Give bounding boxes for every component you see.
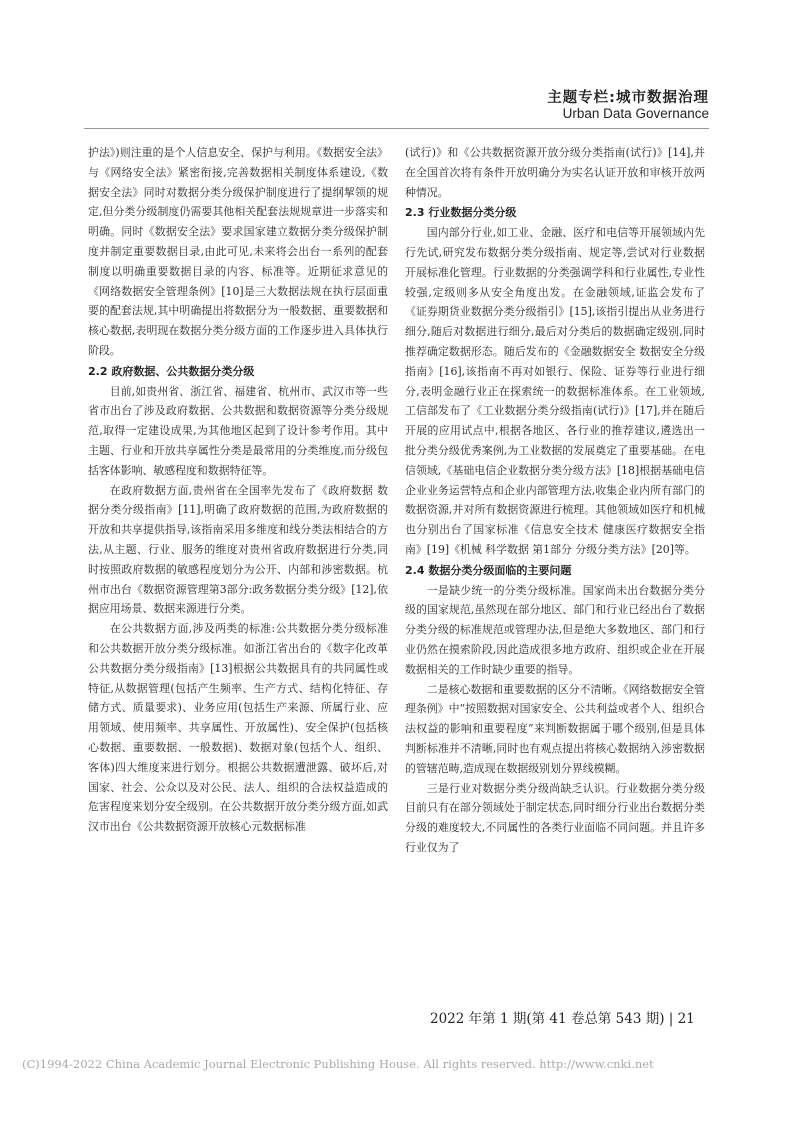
- paragraph: 国内部分行业,如工业、金融、医疗和电信等开展领域内先行先试,研究发布数据分类分级指南、规定等,尝试对行业数据开展标准化管理。行业数据的分类强调学科和行业属性,专业性较强,定级则多从安全角度出发。在金融领域,证监会发布了《证券期货业数据分类分级指引》[15],该指引提出从业务进行细分,随后对数据进行细分,最后对分类后的数据确定级别,同时推荐确定数据形态。随后发布的《金融数据安全 数据安全分级指南》[16],该指南不再对如银行、保险、证券等行业进行细分,表明金融行业正在探索统一的数据标准体系。在工业领域,工信部发布了《工业数据分类分级指南(试行)》[17],并在随后开展的应用试点中,根据各地区、各行业的推荐建议,遴选出一批分类分级优秀案例,为工业数据的发展奠定了重要基础。在电信领域,《基础电信企业数据分类分级方法》[18]根据基础电信企业业务运营特点和企业内部管理方法,收集企业内所有部门的数据资源,并对所有数据资源进行梳理。其他领域如医疗和机械也分别出台了国家标准《信息安全技术 健康医疗数据安全指南》[19]《机械 科学数据 第1部分 分级分类方法》[20]等。: [405, 226, 705, 556]
- copyright-notice: (C)1994-2022 China Academic Journal Electronic Publishing House. All rights reserved. http://www.cnki.net: [22, 1057, 654, 1071]
- left-column: [88, 143, 388, 837]
- column-subtitle: Urban Data Governance: [562, 106, 709, 121]
- paragraph: 目前,如贵州省、浙江省、福建省、杭州市、武汉市等一些省市出台了涉及政府数据、公共数据和数据资源等分类分级规范,取得一定建设成果,为其他地区起到了设计参考作用。其中主题、行业和开放共享属性分类是最常用的分类维度,而分级包括客体影响、敏感程度和数据特征等。: [88, 384, 388, 477]
- column-title: 主题专栏:城市数据治理: [547, 90, 709, 106]
- paragraph: 护法》)则注重的是个人信息安全、保护与利用。《数据安全法》与《网络安全法》紧密衔接,完善数据相关制度体系建设,《数据安全法》同时对数据分类分级保护制度进行了提纲挈领的规定,但分类分级制度仍需要其他相关配套法规规章进一步落实和明确。同时《数据安全法》要求国家建立数据分类分级保护制度并制定重要数据目录,由此可见,未来将会出台一系列的配套制度以明确重要数据目录的内容、标准等。近期征求意见的《网络数据安全管理条例》[10]是三大数据法规在执行层面重要的配套法规,其中明确提出将数据分为一般数据、重要数据和核心数据,表明现在数据分类分级方面的工作逐步进入具体执行阶段。: [88, 146, 388, 357]
- paragraph: 一是缺少统一的分类分级标准。国家尚未出台数据分类分级的国家规范,虽然现在部分地区、部门和行业已经出台了数据分类分级的标准规范或管理办法,但是绝大多数地区、部门和行业仍然在摸索阶段,因此造成很多地方政府、组织或企业在开展数据相关的工作时缺少重要的指导。: [405, 583, 705, 676]
- header-divider: [84, 128, 709, 129]
- paragraph: 三是行业对数据分类分级尚缺乏认识。行业数据分类分级目前只有在部分领域处于制定状态,同时细分行业出台数据分类分级的难度较大,不同属性的各类行业面临不同问题。并且许多行业仅为了: [405, 781, 705, 854]
- paragraph: 在政府数据方面,贵州省在全国率先发布了《政府数据 数据分类分级指南》[11],明确了政府数据的范围,为政府数据的开放和共享提供指导,该指南采用多维度和线分类法相结合的方法,从主题、行业、服务的维度对贵州省政府数据进行分类,同时按照政府数据的敏感程度划分为公开、内部和涉密数据。杭州市出台《数据资源管理第3部分:政务数据分类分级》[12],依据应用场景、数据来源进行分类。: [88, 483, 388, 616]
- paragraph: 在公共数据方面,涉及两类的标准:公共数据分类分级标准和公共数据开放分类分级标准。如浙江省出台的《数字化改革 公共数据分类分级指南》[13]根据公共数据具有的共同属性或特征,从数据管理(包括产生频率、生产方式、结构化特征、存储方式、质量要求)、业务应用(包括生产来源、所属行业、应用领域、使用频率、共享属性、开放属性)、安全保护(包括核心数据、重要数据、一般数据)、数据对象(包括个人、组织、客体)四大维度来进行划分。根据公共数据遭泄露、破坏后,对国家、社会、公众以及对公民、法人、组织的合法权益造成的危害程度来划分安全级别。在公共数据开放分类分级方面,如武汉市出台《公共数据资源开放核心元数据标准: [88, 622, 388, 834]
- section-heading-2-4: 2.4 数据分类分级面临的主要问题: [405, 563, 572, 577]
- section-heading-2-2: 2.2 政府数据、公共数据分类分级: [88, 364, 255, 378]
- issue-page-number: 2022 年第 1 期(第 41 卷总第 543 期) | 21: [430, 1011, 695, 1027]
- right-column: [405, 143, 705, 858]
- section-heading-2-3: 2.3 行业数据分类分级: [405, 206, 517, 220]
- paragraph: 二是核心数据和重要数据的区分不清晰。《网络数据安全管理条例》中“按照数据对国家安全、公共利益或者个人、组织合法权益的影响和重要程度”来判断数据属于哪个级别,但是具体判断标准并不清晰,同时也有观点提出将核心数据纳入涉密数据的管辖范畴,造成现在数据级别划分界线模糊。: [405, 682, 705, 775]
- paragraph: (试行)》和《公共数据资源开放分级分类指南(试行)》[14],并在全国首次将有条件开放明确分为实名认证开放和审核开放两种情况。: [405, 146, 705, 199]
